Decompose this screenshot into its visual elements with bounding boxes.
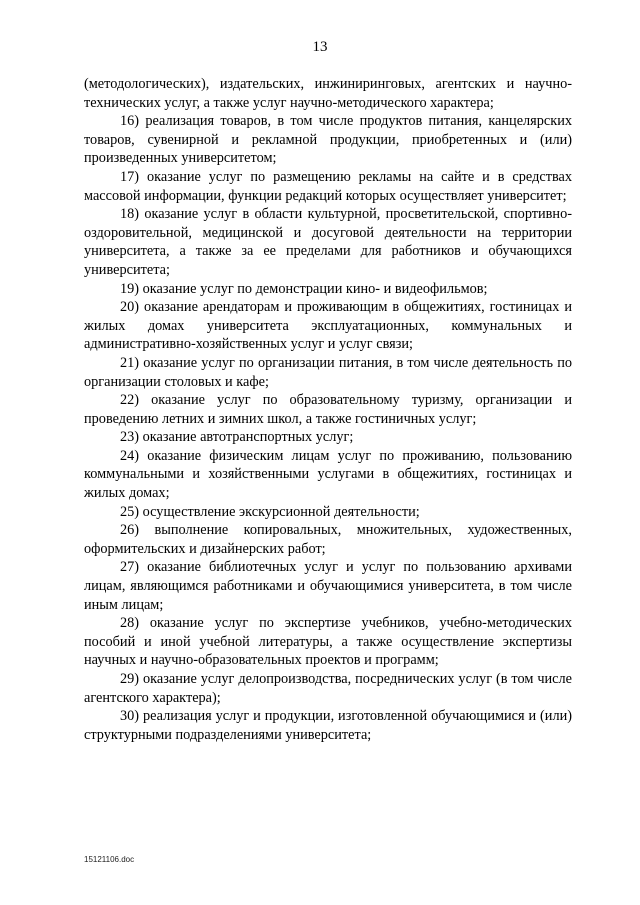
list-item-18: 18) оказание услуг в области культурной, просветительской, спортивно-оздоровительной, медицинской и досуговой деятельности на территории университета, а также за ее пределами для работников и обучающихся университета; [84, 206, 572, 278]
list-item-24: 24) оказание физическим лицам услуг по проживанию, пользованию коммунальными и хозяйственными услугами в общежитиях, гостиницах и жилых домах; [84, 447, 572, 502]
list-item-22: 22) оказание услуг по образовательному туризму, организации и проведению летних и зимних школ, а также гостиничных услуг; [84, 392, 572, 427]
footer-filename: 15121106.doc [84, 855, 135, 864]
list-item-27: 27) оказание библиотечных услуг и услуг по пользованию архивами лицам, являющимся работниками и обучающимися университета, в том числе иным лицам; [84, 559, 572, 613]
list-item-30: 30) реализация услуг и продукции, изготовленной обучающимися и (или) структурными подразделениями университета; [84, 708, 572, 743]
list-item-26: 26) выполнение копировальных, множительных, художественных, оформительских и дизайнерских работ; [84, 522, 572, 557]
list-item-16: 16) реализация товаров, в том числе продуктов питания, канцелярских товаров, сувенирной и рекламной продукции, приобретенных и (или) произведенных университетом; [84, 113, 572, 167]
list-item-17: 17) оказание услуг по размещению рекламы на сайте и в средствах массовой информации, функции редакций которых осуществляет университет; [84, 168, 572, 204]
list-item-20: 20) оказание арендаторам и проживающим в общежитиях, гостиницах и жилых домах университета эксплуатационных, коммунальных и административно-хозяйственных услуг и услуг связи; [84, 299, 572, 353]
page-number: 13 [312, 39, 328, 55]
list-item-29: 29) оказание услуг делопроизводства, посреднических услуг (в том числе агентского характера); [84, 671, 572, 706]
paragraph-continuation: (методологических), издательских, инжиниринговых, агентских и научно-технических услуг, а также услуг научно-методического характера; [84, 76, 572, 111]
document-body [84, 75, 572, 744]
list-item-25: 25) осуществление экскурсионной деятельности; [120, 503, 420, 520]
list-item-21: 21) оказание услуг по организации питания, в том числе деятельность по организации столовых и кафе; [84, 354, 572, 390]
list-item-19: 19) оказание услуг по демонстрации кино- и видеофильмов; [120, 280, 488, 297]
list-item-23: 23) оказание автотранспортных услуг; [120, 429, 354, 446]
list-item-28: 28) оказание услуг по экспертизе учебников, учебно-методических пособий и иной учебной литературы, а также осуществление экспертизы научных и научно-образовательных проектов и программ; [84, 615, 572, 669]
